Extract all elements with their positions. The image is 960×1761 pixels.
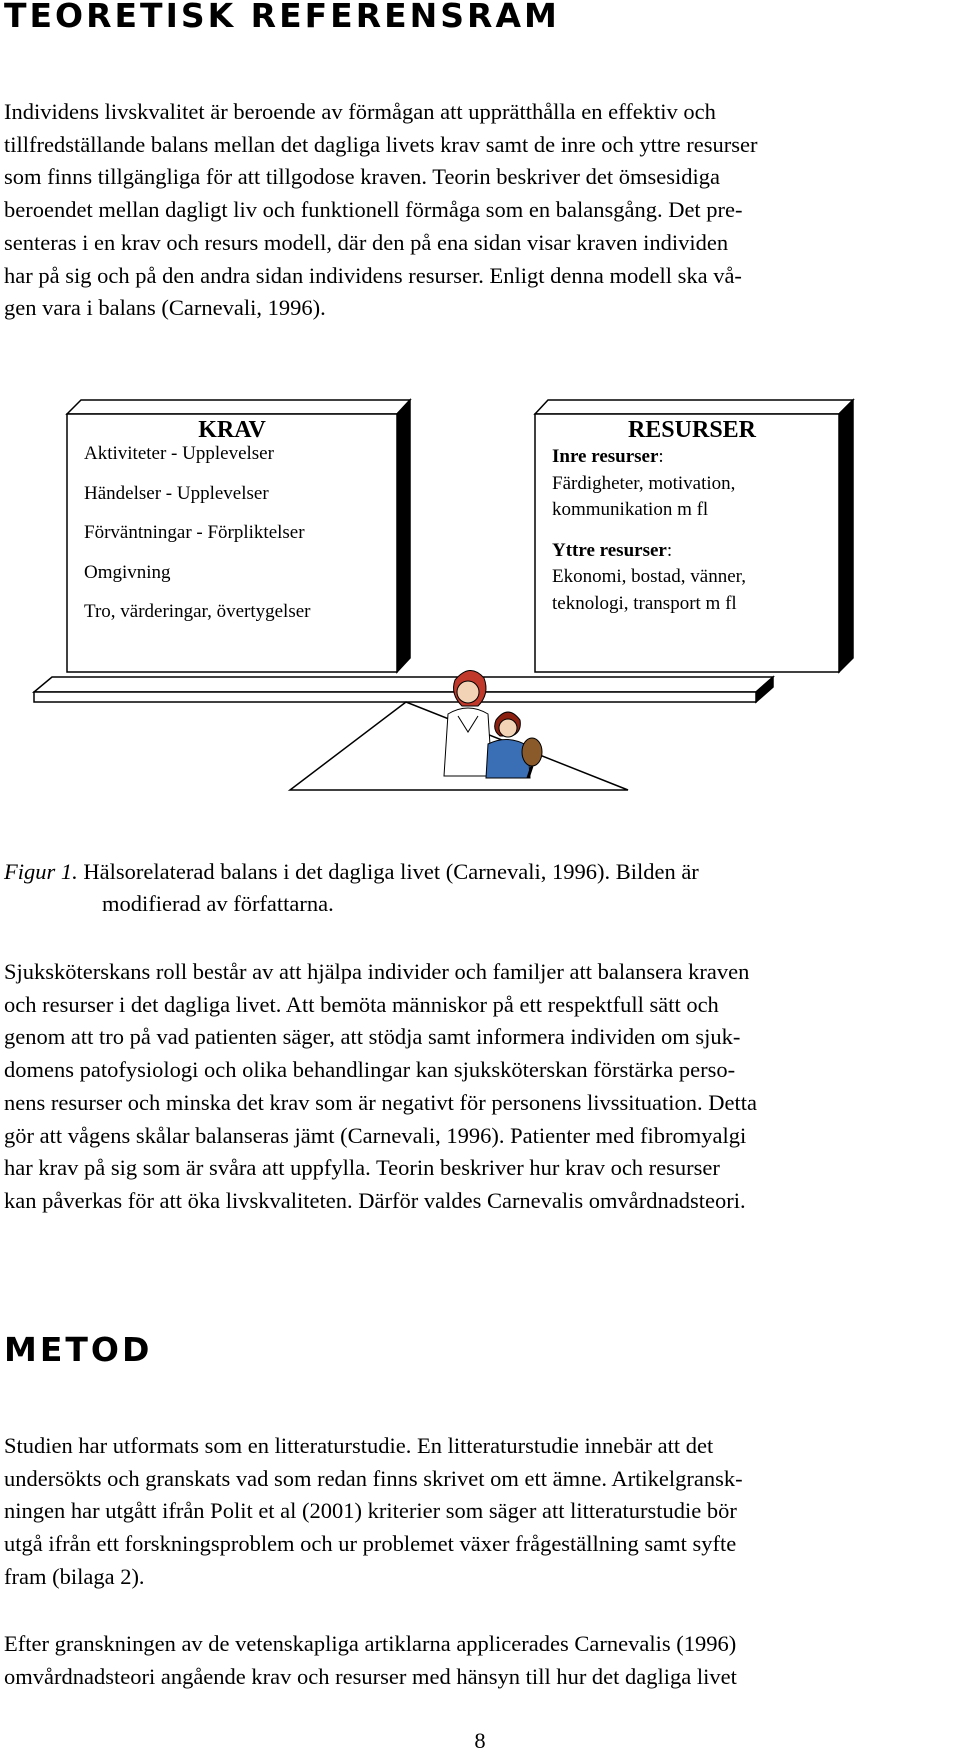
caption-line (4, 856, 944, 888)
outer-resources-heading (552, 541, 832, 562)
outer-resources-label: Yttre resurser (552, 539, 667, 561)
text-line: och resurser i det dagliga livet. Att bemöta människor på ett respektfull sätt och (4, 991, 719, 1017)
resurser-box (552, 416, 832, 614)
text-line: nens resurser och minska det krav som är negativt för personens livssituation. Detta (4, 1089, 757, 1115)
krav-box (84, 416, 380, 623)
resurser-title: RESURSER (627, 417, 757, 443)
text-line: Individens livskvalitet är beroende av förmågan att upprätthålla en effektiv och (4, 99, 716, 124)
inner-resources-heading (552, 447, 832, 468)
outer-resources-colon: : (666, 539, 673, 561)
heading-theory: TEORETISK REFERENSRAM (4, 0, 560, 35)
text-line: som finns tillgängliga för att tillgodose kraven. Teorin beskriver det ömsesidiga (4, 164, 720, 190)
analysis-paragraph (4, 1628, 944, 1693)
figure-caption (4, 856, 944, 920)
krav-item: Omgivning (84, 561, 171, 583)
text-line: tillfredställande balans mellan det dagliga livets krav samt de inre och yttre resurser (4, 131, 758, 157)
text-line: Sjuksköterskans roll består av att hjälpa individer och familjer att balansera kraven (4, 959, 750, 984)
outer-resources-line: teknologi, transport m fl (552, 592, 737, 614)
beam-top (34, 677, 773, 692)
caption-label: Figur 1. (4, 859, 78, 884)
text-line: genom att tro på vad patienten säger, att stödja samt informera individen om sjuk- (4, 1024, 741, 1050)
krav-item: Aktiviteter - Upplevelser (84, 443, 274, 464)
text-line: ningen har utgått ifrån Polit et al (2001) kriterier som säger att litteraturstudie bör (4, 1498, 737, 1524)
caption-line: modifierad av författarna. (102, 891, 334, 916)
inner-resources-label: Inre resurser (552, 446, 659, 467)
caption-text: Hälsorelaterad balans i det dagliga livet (Carnevali, 1996). Bilden är (77, 859, 699, 884)
intro-paragraph (4, 96, 944, 325)
beam-front (34, 692, 756, 702)
balance-figure (0, 380, 960, 800)
text-line: beroendet mellan dagligt liv och funktionell förmåga som en balansgång. Det pre- (4, 197, 743, 223)
krav-box-top (67, 400, 410, 414)
inner-resources-line: kommunikation m fl (552, 499, 709, 520)
text-line: Studien har utformats som en litteraturstudie. En litteraturstudie innebär att det (4, 1433, 714, 1458)
text-line: domens patofysiologi och olika behandlingar kan sjuksköterskan förstärka perso- (4, 1057, 736, 1083)
resurser-box-top (535, 400, 853, 414)
krav-title: KRAV (198, 417, 266, 443)
heading-method: METOD (4, 1330, 153, 1369)
outer-resources-line: Ekonomi, bostad, vänner, (552, 566, 746, 587)
krav-item: Förväntningar - Förpliktelser (84, 522, 305, 543)
text-line: utgå ifrån ett forskningsproblem och ur problemet växer frågeställning samt syfte (4, 1531, 737, 1557)
text-line: omvårdnadsteori angående krav och resurser med hänsyn till hur det dagliga livet (4, 1663, 737, 1689)
text-line: Efter granskningen av de vetenskapliga artiklarna applicerades Carnevalis (1996) (4, 1631, 737, 1656)
text-line: gen vara i balans (Carnevali, 1996). (4, 295, 326, 321)
text-line: har krav på sig som är svåra att uppfylla. Teorin beskriver hur krav och resurser (4, 1155, 720, 1181)
text-line: kan påverkas för att öka livskvaliteten. Därför valdes Carnevalis omvårdnadsteori. (4, 1187, 746, 1213)
nurse-role-paragraph (4, 956, 944, 1218)
krav-item: Händelser - Upplevelser (84, 482, 269, 504)
method-paragraph (4, 1430, 944, 1594)
inner-resources-colon: : (658, 446, 664, 467)
resurser-box-side (839, 400, 853, 672)
text-line: senteras i en krav och resurs modell, där den på ena sidan visar kraven individen (4, 229, 729, 255)
krav-item: Tro, värderingar, övertygelser (84, 601, 311, 622)
text-line: har på sig och på den andra sidan individens resurser. Enligt denna modell ska vå- (4, 262, 742, 288)
text-line: undersökts och granskats vad som redan finns skrivet om ett ämne. Artikelgransk- (4, 1465, 743, 1491)
text-line: fram (bilaga 2). (4, 1563, 145, 1589)
page-number: 8 (474, 1728, 486, 1753)
inner-resources-line: Färdigheter, motivation, (552, 472, 736, 494)
text-line: gör att vågens skålar balanseras jämt (Carnevali, 1996). Patienter med fibromyalgi (4, 1122, 747, 1148)
krav-box-side (397, 400, 410, 672)
